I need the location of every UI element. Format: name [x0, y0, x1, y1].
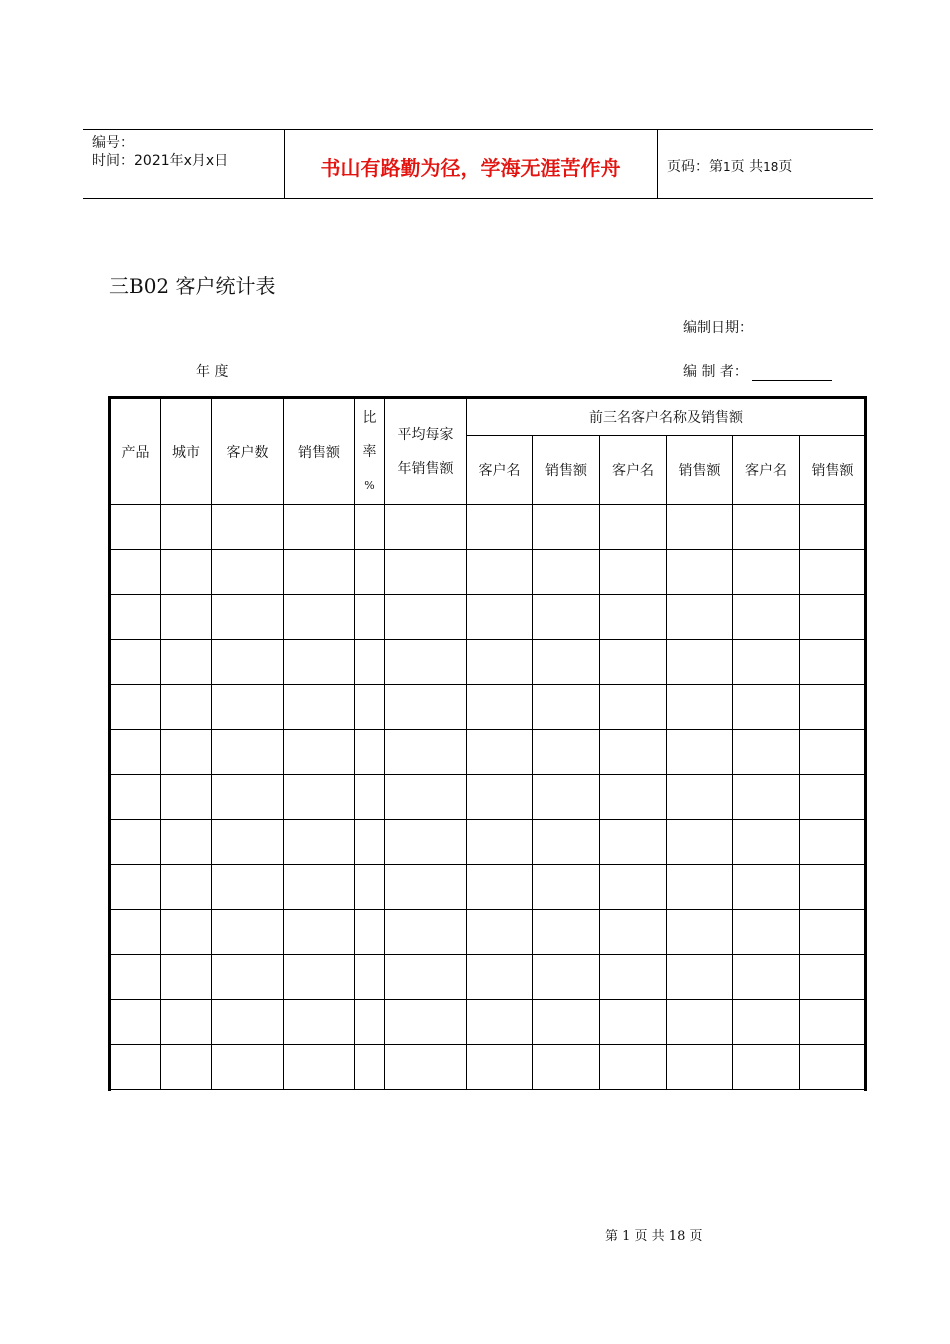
table-cell[interactable]	[111, 505, 161, 550]
table-cell[interactable]	[467, 550, 533, 595]
table-cell[interactable]	[733, 595, 800, 640]
table-row	[111, 595, 866, 640]
table-cell[interactable]	[533, 1000, 600, 1045]
table-cell[interactable]	[161, 685, 212, 730]
table-cell[interactable]	[800, 955, 866, 1000]
table-cell[interactable]	[385, 550, 467, 595]
table-cell[interactable]	[385, 595, 467, 640]
table-cell[interactable]	[467, 1045, 533, 1090]
page-footer: 第 1 页 共 18 页	[605, 1229, 703, 1244]
table-cell[interactable]	[284, 550, 355, 595]
table-cell[interactable]	[111, 640, 161, 685]
sub-header-customer-name: 客户名	[467, 436, 533, 505]
table-cell[interactable]	[212, 910, 284, 955]
table-cell[interactable]	[533, 685, 600, 730]
table-cell[interactable]	[800, 640, 866, 685]
table-cell[interactable]	[385, 640, 467, 685]
year-label: 年 度	[196, 364, 229, 380]
ratio-char-1: 比	[362, 409, 377, 426]
date-label: 时间：2021年x月x日	[92, 153, 229, 169]
table-cell[interactable]	[111, 1000, 161, 1045]
table-cell[interactable]	[284, 865, 355, 910]
table-cell[interactable]	[161, 820, 212, 865]
table-cell[interactable]	[800, 910, 866, 955]
table-cell[interactable]	[161, 730, 212, 775]
table-cell[interactable]	[667, 820, 733, 865]
table-cell[interactable]	[212, 865, 284, 910]
table-cell[interactable]	[533, 640, 600, 685]
table-cell[interactable]	[467, 820, 533, 865]
table-cell[interactable]	[667, 1000, 733, 1045]
table-cell[interactable]	[355, 640, 385, 685]
table-cell[interactable]	[212, 820, 284, 865]
table-cell[interactable]	[212, 955, 284, 1000]
table-cell[interactable]	[212, 685, 284, 730]
table-cell[interactable]	[733, 775, 800, 820]
table-cell[interactable]	[733, 730, 800, 775]
table-cell[interactable]	[800, 550, 866, 595]
table-cell[interactable]	[385, 1045, 467, 1090]
table-cell[interactable]	[355, 775, 385, 820]
header-city: 城市	[161, 399, 212, 505]
table-cell[interactable]	[284, 955, 355, 1000]
table-cell[interactable]	[600, 505, 667, 550]
table-cell[interactable]	[111, 595, 161, 640]
table-cell[interactable]	[284, 595, 355, 640]
table-cell[interactable]	[111, 820, 161, 865]
avg-line-1: 平均每家	[397, 426, 454, 443]
table-row	[111, 1045, 866, 1090]
table-cell[interactable]	[600, 640, 667, 685]
table-cell[interactable]	[733, 955, 800, 1000]
table-cell[interactable]	[161, 955, 212, 1000]
table-cell[interactable]	[600, 730, 667, 775]
table-cell[interactable]	[385, 955, 467, 1000]
table-cell[interactable]	[600, 955, 667, 1000]
table-cell[interactable]	[533, 865, 600, 910]
table-cell[interactable]	[600, 685, 667, 730]
header-top3: 前三名客户名称及销售额	[467, 399, 866, 436]
header-ratio	[355, 399, 385, 505]
header-product: 产品	[111, 399, 161, 505]
document-header	[83, 129, 873, 199]
table-cell[interactable]	[111, 685, 161, 730]
customer-statistics-table	[110, 398, 866, 1090]
table-cell[interactable]	[284, 685, 355, 730]
compiler-field	[683, 361, 832, 381]
table-row	[111, 775, 866, 820]
table-cell[interactable]	[385, 865, 467, 910]
table-cell[interactable]	[284, 1045, 355, 1090]
table-cell[interactable]	[667, 775, 733, 820]
table-cell[interactable]	[111, 730, 161, 775]
table-cell[interactable]	[161, 550, 212, 595]
table-cell[interactable]	[600, 865, 667, 910]
table-cell[interactable]	[355, 820, 385, 865]
table-cell[interactable]	[600, 1045, 667, 1090]
motto-text: 书山有路勤为径，学海无涯苦作舟	[320, 156, 621, 180]
table-cell[interactable]	[600, 820, 667, 865]
table-row	[111, 820, 866, 865]
table-cell[interactable]	[212, 1045, 284, 1090]
table-cell[interactable]	[667, 505, 733, 550]
table-cell[interactable]	[284, 640, 355, 685]
table-cell[interactable]	[385, 1000, 467, 1045]
table-row	[111, 685, 866, 730]
table-cell[interactable]	[600, 1000, 667, 1045]
table-cell[interactable]	[733, 550, 800, 595]
table-cell[interactable]	[733, 640, 800, 685]
table-cell[interactable]	[355, 910, 385, 955]
table-cell[interactable]	[733, 910, 800, 955]
table-cell[interactable]	[733, 1000, 800, 1045]
table-cell[interactable]	[800, 775, 866, 820]
table-row	[111, 910, 866, 955]
table-cell[interactable]	[533, 775, 600, 820]
table-cell[interactable]	[161, 640, 212, 685]
table-row	[111, 640, 866, 685]
avg-line-2: 年销售额	[397, 460, 454, 477]
table-cell[interactable]	[385, 505, 467, 550]
table-cell[interactable]	[212, 550, 284, 595]
table-cell[interactable]	[355, 865, 385, 910]
page-suffix: 页	[778, 159, 793, 175]
table-cell[interactable]	[600, 775, 667, 820]
table-row	[111, 1000, 866, 1045]
table-cell[interactable]	[385, 820, 467, 865]
table-cell[interactable]	[355, 685, 385, 730]
table-row	[111, 955, 866, 1000]
sub-header-sales: 销售额	[667, 436, 733, 505]
table-row	[111, 730, 866, 775]
table-cell[interactable]	[212, 595, 284, 640]
table-cell[interactable]	[533, 910, 600, 955]
page-mid: 页 共	[730, 159, 764, 175]
table-cell[interactable]	[212, 640, 284, 685]
table-cell[interactable]	[111, 910, 161, 955]
table-cell[interactable]	[733, 1045, 800, 1090]
table-cell[interactable]	[667, 595, 733, 640]
page-total: 18	[763, 160, 779, 174]
table-cell[interactable]	[533, 1045, 600, 1090]
table-cell[interactable]	[800, 595, 866, 640]
table-cell[interactable]	[467, 910, 533, 955]
header-info-cell	[83, 130, 285, 198]
table-cell[interactable]	[533, 820, 600, 865]
table-cell[interactable]	[355, 1045, 385, 1090]
table-cell[interactable]	[800, 685, 866, 730]
table-cell[interactable]	[284, 730, 355, 775]
table-cell[interactable]	[161, 1000, 212, 1045]
header-row-1	[111, 399, 866, 436]
table-cell[interactable]	[600, 550, 667, 595]
table-cell[interactable]	[667, 1045, 733, 1090]
table-cell[interactable]	[111, 865, 161, 910]
table-cell[interactable]	[467, 640, 533, 685]
table-cell[interactable]	[467, 1000, 533, 1045]
table-cell[interactable]	[161, 505, 212, 550]
table-cell[interactable]	[355, 595, 385, 640]
table-cell[interactable]	[161, 775, 212, 820]
table-cell[interactable]	[800, 820, 866, 865]
table-cell[interactable]	[111, 955, 161, 1000]
header-avg-sales	[385, 399, 467, 505]
header-motto-cell	[284, 130, 658, 198]
table-cell[interactable]	[212, 775, 284, 820]
table-cell[interactable]	[385, 685, 467, 730]
table-cell[interactable]	[533, 595, 600, 640]
table-cell[interactable]	[733, 865, 800, 910]
table-cell[interactable]	[467, 595, 533, 640]
table-cell[interactable]	[600, 910, 667, 955]
table-cell[interactable]	[284, 1000, 355, 1045]
table-cell[interactable]	[800, 1045, 866, 1090]
table-cell[interactable]	[355, 505, 385, 550]
table-cell[interactable]	[800, 1000, 866, 1045]
table-row	[111, 550, 866, 595]
table-cell[interactable]	[667, 910, 733, 955]
table-cell[interactable]	[355, 730, 385, 775]
table-cell[interactable]	[800, 730, 866, 775]
table-cell[interactable]	[161, 910, 212, 955]
header-sales: 销售额	[284, 399, 355, 505]
table-cell[interactable]	[467, 865, 533, 910]
table-cell[interactable]	[533, 505, 600, 550]
table-cell[interactable]	[533, 730, 600, 775]
table-cell[interactable]	[385, 775, 467, 820]
number-label: 编号：	[92, 135, 134, 151]
table-cell[interactable]	[667, 955, 733, 1000]
sub-header-sales: 销售额	[800, 436, 866, 505]
sub-header-customer-name: 客户名	[600, 436, 667, 505]
table-cell[interactable]	[385, 910, 467, 955]
sub-header-sales: 销售额	[533, 436, 600, 505]
table-cell[interactable]	[733, 505, 800, 550]
table-cell[interactable]	[467, 730, 533, 775]
table-cell[interactable]	[355, 550, 385, 595]
page-info	[667, 156, 792, 176]
document-title: 三B02 客户统计表	[109, 274, 276, 298]
table-cell[interactable]	[212, 1000, 284, 1045]
table-cell[interactable]	[212, 505, 284, 550]
table-cell[interactable]	[284, 505, 355, 550]
table-cell[interactable]	[111, 550, 161, 595]
table-cell[interactable]	[467, 505, 533, 550]
table-cell[interactable]	[161, 1045, 212, 1090]
table-cell[interactable]	[161, 595, 212, 640]
table-cell[interactable]	[533, 550, 600, 595]
header-page-cell	[657, 130, 873, 198]
ratio-char-2: 率	[362, 443, 377, 460]
compiler-blank	[752, 366, 832, 381]
table-cell[interactable]	[667, 685, 733, 730]
table-cell[interactable]	[533, 955, 600, 1000]
table-cell[interactable]	[212, 730, 284, 775]
table-row	[111, 865, 866, 910]
header-customer-count: 客户数	[212, 399, 284, 505]
table-cell[interactable]	[667, 640, 733, 685]
table-cell[interactable]	[284, 820, 355, 865]
compile-date-label: 编制日期：	[683, 320, 753, 336]
table-cell[interactable]	[111, 1045, 161, 1090]
table-cell[interactable]	[733, 820, 800, 865]
table-cell[interactable]	[667, 550, 733, 595]
ratio-char-3: %	[364, 478, 375, 492]
table-cell[interactable]	[385, 730, 467, 775]
table-cell[interactable]	[800, 505, 866, 550]
compiler-label: 编 制 者：	[683, 364, 748, 380]
page-prefix: 页码：第	[667, 159, 723, 175]
table-cell[interactable]	[284, 775, 355, 820]
table-cell[interactable]	[355, 955, 385, 1000]
table-cell[interactable]	[284, 910, 355, 955]
table-cell[interactable]	[667, 865, 733, 910]
table-cell[interactable]	[467, 685, 533, 730]
table-cell[interactable]	[667, 730, 733, 775]
table-cell[interactable]	[111, 775, 161, 820]
table-cell[interactable]	[161, 865, 212, 910]
page-number: 1	[723, 160, 731, 174]
table-row	[111, 505, 866, 550]
sub-header-customer-name: 客户名	[733, 436, 800, 505]
table-cell[interactable]	[800, 865, 866, 910]
table-cell[interactable]	[355, 1000, 385, 1045]
table-cell[interactable]	[733, 685, 800, 730]
table-cell[interactable]	[467, 955, 533, 1000]
table-cell[interactable]	[600, 595, 667, 640]
table-cell[interactable]	[467, 775, 533, 820]
